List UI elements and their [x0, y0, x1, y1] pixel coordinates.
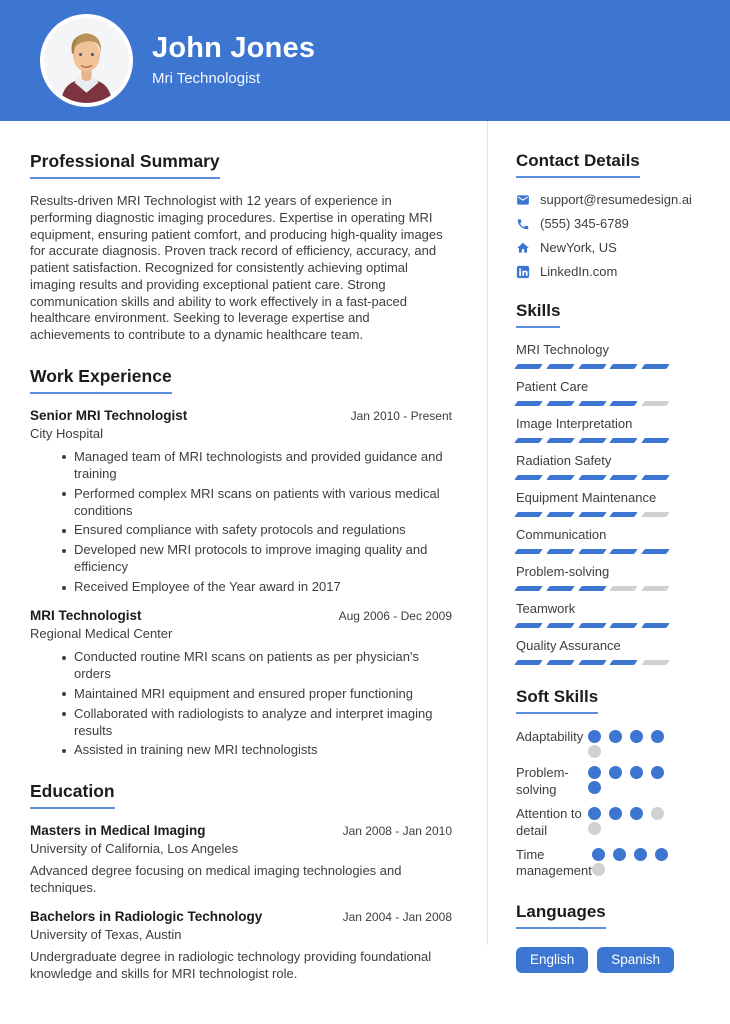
languages-section — [516, 902, 668, 973]
job-bullets — [30, 649, 452, 759]
skill-bar-segment — [641, 549, 669, 554]
soft-skill-dot — [630, 766, 643, 779]
skill-bar-segment — [514, 660, 542, 665]
education-section — [30, 781, 452, 983]
skills-list — [516, 342, 668, 665]
contact-text: NewYork, US — [540, 240, 617, 255]
degree-dates: Jan 2008 - Jan 2010 — [342, 824, 452, 839]
skill-bar-segment — [546, 401, 574, 406]
skill-bar-segment — [641, 660, 669, 665]
contact-text: (555) 345-6789 — [540, 216, 629, 231]
soft-skills-heading: Soft Skills — [516, 687, 598, 714]
summary-text: Results-driven MRI Technologist with 12 years of experience in performing diagnostic imaging procedures. Expertise in operating MRI equipment, ensuring patient comfort, and producing high-quality images for accurate diagnosis. Proven track record of efficiency, accuracy, and patient satisfaction. Recognized for consistently achieving optimal imaging results and providing exceptional patient care. Strong communication skills and ability to work effectively in a fast-paced healthcare environment. Seeking to leverage expertise and achievements to contribute to a dynamic healthcare team. — [30, 193, 443, 343]
soft-skill-name: Adaptability — [516, 729, 584, 744]
degree-entry — [30, 823, 452, 897]
skill-bar-segment — [514, 438, 542, 443]
skill-bar-segment — [641, 401, 669, 406]
skill-bar-segment — [514, 586, 542, 591]
degree-title: Bachelors in Radiologic Technology — [30, 909, 263, 925]
contact-heading: Contact Details — [516, 151, 640, 178]
skill-level-bar — [516, 549, 668, 554]
bullet-item: Assisted in training new MRI technologists — [62, 742, 452, 759]
soft-skill-dot — [588, 781, 601, 794]
job-dates: Aug 2006 - Dec 2009 — [338, 609, 452, 624]
job-title: Senior MRI Technologist — [30, 407, 188, 423]
soft-skill-dot — [651, 766, 664, 779]
bullet-item: Collaborated with radiologists to analyze and interpret imaging results — [62, 706, 452, 740]
experience-section — [30, 366, 452, 759]
degree-entry — [30, 909, 452, 983]
degree-header-row — [30, 909, 452, 924]
job-title: MRI Technologist — [30, 608, 142, 624]
skill-bar-segment — [610, 549, 638, 554]
skill-level-bar — [516, 364, 668, 369]
skill-row — [516, 342, 668, 369]
skill-bar-segment — [610, 623, 638, 628]
degree-school: University of Texas, Austin — [30, 927, 182, 943]
soft-skill-row — [516, 728, 668, 758]
skill-row — [516, 601, 668, 628]
experience-heading: Work Experience — [30, 366, 172, 394]
skill-bar-segment — [578, 549, 606, 554]
skill-bar-segment — [610, 475, 638, 480]
skill-name: Patient Care — [516, 379, 589, 394]
skill-row — [516, 564, 668, 591]
languages-list — [516, 947, 668, 973]
soft-skill-dot — [651, 807, 664, 820]
skill-bar-segment — [610, 660, 638, 665]
skill-name: Image Interpretation — [516, 416, 633, 431]
skill-level-bar — [516, 401, 668, 406]
skill-level-bar — [516, 512, 668, 517]
soft-skill-dot — [609, 807, 622, 820]
contact-section — [516, 151, 692, 279]
skill-bar-segment — [578, 438, 606, 443]
soft-skill-dot — [651, 730, 664, 743]
contact-item — [516, 240, 668, 255]
soft-skill-dot — [588, 745, 601, 758]
skill-name: Quality Assurance — [516, 638, 621, 653]
soft-skill-dot — [634, 848, 647, 861]
skill-bar-segment — [546, 586, 574, 591]
summary-section — [30, 151, 452, 344]
skill-row — [516, 527, 668, 554]
degree-dates: Jan 2004 - Jan 2008 — [342, 910, 452, 925]
person-name: John Jones — [152, 32, 316, 64]
degree-header-row — [30, 823, 452, 838]
skill-bar-segment — [578, 401, 606, 406]
skill-bar-segment — [578, 512, 606, 517]
resume-body — [0, 121, 730, 1005]
soft-skill-dot — [609, 730, 622, 743]
phone-icon — [516, 217, 530, 231]
soft-skills-list — [516, 728, 668, 880]
skill-bar-segment — [514, 512, 542, 517]
skill-level-bar — [516, 438, 668, 443]
skill-bar-segment — [610, 401, 638, 406]
job-company: Regional Medical Center — [30, 626, 173, 642]
skill-bar-segment — [641, 586, 669, 591]
skill-bar-segment — [610, 364, 638, 369]
contact-text: support@resumedesign.ai — [540, 192, 692, 207]
skill-name: Teamwork — [516, 601, 576, 616]
degree-title: Masters in Medical Imaging — [30, 823, 206, 839]
header — [0, 0, 730, 121]
soft-skill-dot — [592, 863, 605, 876]
contact-item — [516, 216, 668, 231]
skill-bar-segment — [578, 364, 606, 369]
email-icon — [516, 193, 530, 207]
soft-skills-section — [516, 687, 668, 880]
job-entry — [30, 608, 452, 759]
summary-heading: Professional Summary — [30, 151, 220, 179]
skills-section — [516, 301, 668, 665]
skill-bar-segment — [578, 623, 606, 628]
soft-skill-row — [516, 805, 668, 840]
left-column — [0, 121, 452, 1005]
job-dates: Jan 2010 - Present — [350, 408, 452, 423]
education-heading: Education — [30, 781, 115, 809]
skills-heading: Skills — [516, 301, 560, 328]
skill-bar-segment — [514, 401, 542, 406]
skill-bar-segment — [546, 438, 574, 443]
person-job-title: Mri Technologist — [152, 70, 261, 87]
skill-bar-segment — [546, 549, 574, 554]
home-icon — [516, 241, 530, 255]
contact-text: LinkedIn.com — [540, 264, 618, 279]
skill-bar-segment — [578, 475, 606, 480]
skill-bar-segment — [641, 623, 669, 628]
soft-skill-row — [516, 764, 668, 799]
job-bullets — [30, 449, 452, 596]
right-column — [488, 121, 692, 1005]
bullet-item: Maintained MRI equipment and ensured proper functioning — [62, 686, 452, 703]
jobs-list — [30, 408, 452, 759]
soft-skill-name: Time management — [516, 846, 592, 879]
skill-bar-segment — [514, 623, 542, 628]
skill-bar-segment — [514, 364, 542, 369]
soft-skill-dot — [588, 807, 601, 820]
skill-bar-segment — [641, 475, 669, 480]
skill-row — [516, 453, 668, 480]
degrees-list — [30, 823, 452, 983]
skill-name: MRI Technology — [516, 342, 609, 357]
soft-skill-dot — [613, 848, 626, 861]
soft-skill-dots — [588, 728, 668, 758]
language-badge: Spanish — [597, 947, 674, 973]
skill-level-bar — [516, 623, 668, 628]
skill-bar-segment — [546, 623, 574, 628]
soft-skill-dot — [588, 730, 601, 743]
skill-name: Communication — [516, 527, 607, 542]
soft-skill-dots — [588, 805, 668, 840]
job-company: City Hospital — [30, 425, 103, 441]
soft-skill-dot — [592, 848, 605, 861]
job-header-row — [30, 408, 452, 423]
soft-skill-dots — [588, 764, 668, 799]
soft-skill-dots — [592, 846, 668, 881]
skill-bar-segment — [514, 549, 542, 554]
header-identity — [152, 34, 315, 87]
bullet-item: Managed team of MRI technologists and provided guidance and training — [62, 449, 452, 483]
languages-heading: Languages — [516, 902, 606, 929]
degree-description: Advanced degree focusing on medical imaging technologies and techniques. — [30, 863, 402, 896]
skill-row — [516, 416, 668, 443]
skill-bar-segment — [578, 660, 606, 665]
skill-bar-segment — [641, 438, 669, 443]
skill-level-bar — [516, 660, 668, 665]
skill-name: Equipment Maintenance — [516, 490, 657, 505]
skill-bar-segment — [546, 512, 574, 517]
skill-row — [516, 379, 668, 406]
soft-skill-dot — [588, 822, 601, 835]
soft-skill-name: Problem-solving — [516, 765, 569, 797]
contact-list — [516, 192, 692, 279]
bullet-item: Developed new MRI protocols to improve imaging quality and efficiency — [62, 542, 452, 576]
skill-bar-segment — [546, 660, 574, 665]
skill-bar-segment — [610, 586, 638, 591]
contact-item — [516, 192, 692, 207]
bullet-item: Performed complex MRI scans on patients with various medical conditions — [62, 486, 452, 520]
skill-level-bar — [516, 586, 668, 591]
skill-bar-segment — [641, 364, 669, 369]
soft-skill-dot — [588, 766, 601, 779]
skill-row — [516, 638, 668, 665]
profile-photo-illustration — [44, 18, 129, 103]
skill-bar-segment — [641, 512, 669, 517]
skill-bar-segment — [514, 475, 542, 480]
soft-skill-name: Attention to detail — [516, 805, 582, 838]
skill-bar-segment — [578, 586, 606, 591]
soft-skill-dot — [630, 730, 643, 743]
profile-photo — [40, 14, 133, 107]
soft-skill-dot — [630, 807, 643, 820]
skill-level-bar — [516, 475, 668, 480]
bullet-item: Received Employee of the Year award in 2017 — [62, 579, 452, 596]
language-badge: English — [516, 947, 588, 973]
degree-description: Undergraduate degree in radiologic technology providing foundational knowledge and skills for MRI technologist role. — [30, 949, 432, 982]
skill-bar-segment — [546, 364, 574, 369]
skill-bar-segment — [610, 438, 638, 443]
soft-skill-row — [516, 846, 668, 881]
skill-bar-segment — [546, 475, 574, 480]
soft-skill-dot — [655, 848, 668, 861]
bullet-item: Ensured compliance with safety protocols and regulations — [62, 522, 452, 539]
job-header-row — [30, 608, 452, 623]
skill-row — [516, 490, 668, 517]
degree-school: University of California, Los Angeles — [30, 841, 239, 857]
job-entry — [30, 408, 452, 596]
skill-name: Radiation Safety — [516, 453, 612, 468]
skill-name: Problem-solving — [516, 564, 610, 579]
soft-skill-dot — [609, 766, 622, 779]
contact-item — [516, 264, 668, 279]
bullet-item: Conducted routine MRI scans on patients as per physician's orders — [62, 649, 452, 683]
skill-bar-segment — [610, 512, 638, 517]
linkedin-icon — [516, 265, 530, 279]
